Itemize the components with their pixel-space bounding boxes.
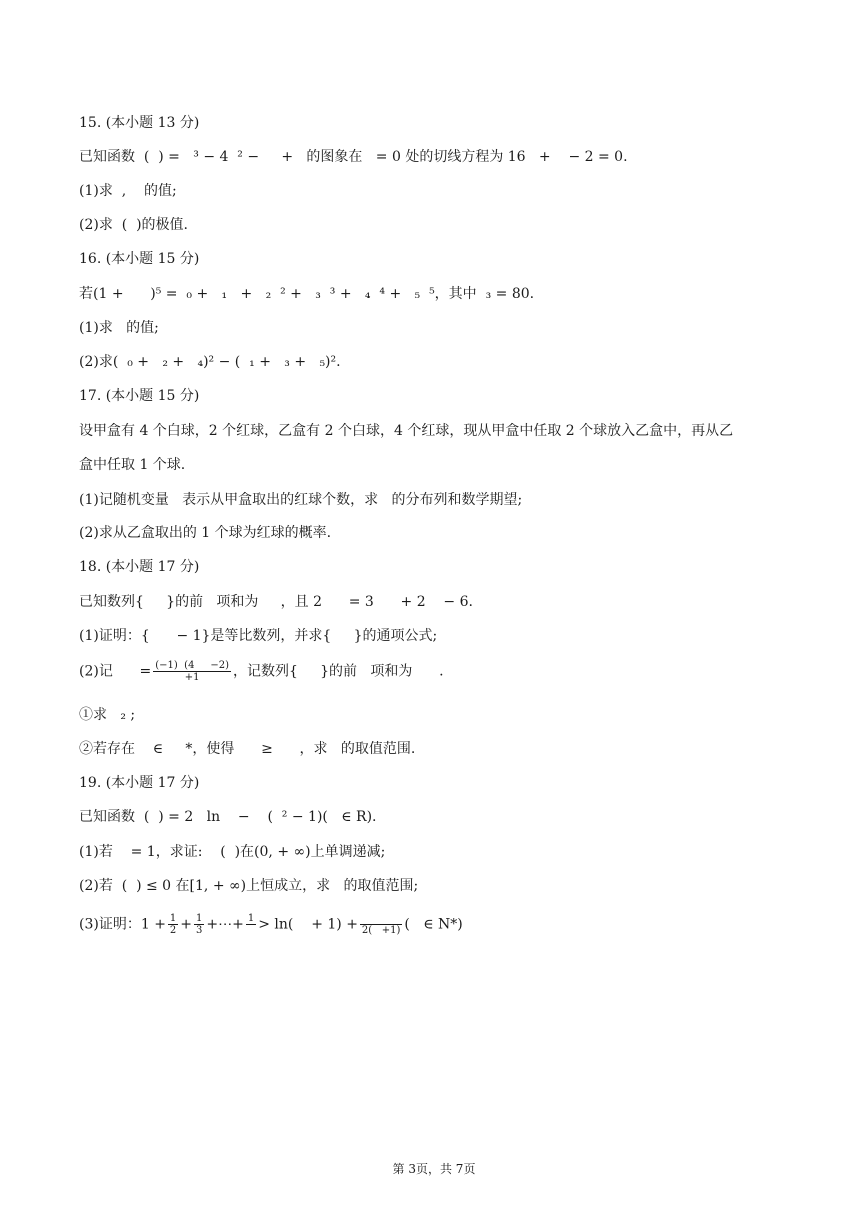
fraction-numerator: 1 (196, 913, 203, 924)
problem-19-part-3 (79, 913, 808, 936)
problem-19-part-3-lead: (3)证明：1 + (79, 916, 166, 933)
problem-15-part-2: (2)求 ( )的极值. (79, 217, 189, 233)
problem-17-part-1: (1)记随机变量 表示从甲盒取出的红球个数，求 的分布列和数学期望; (79, 492, 523, 508)
problem-17-statement-line-2: 盒中任取 1 个球. (79, 457, 186, 473)
problem-18-statement: 已知数列{ }的前 项和为 ，且 2 = 3 + 2 − 6. (79, 594, 473, 610)
page-footer: 第 3页，共 7页 (392, 1162, 476, 1176)
fraction-remainder (360, 913, 402, 936)
problem-16-part-1: (1)求 的值; (79, 320, 159, 336)
problem-17-part-2: (2)求从乙盒取出的 1 个球为红球的概率. (79, 525, 332, 541)
fraction-one-half (168, 913, 178, 936)
problem-19-statement: 已知函数 ( ) = 2 ln − ( ² − 1)( ∈ R). (79, 809, 377, 825)
problem-19-part-2: (2)若 ( ) ≤ 0 在[1, + ∞)上恒成立，求 的取值范围; (79, 878, 419, 894)
problem-18-fraction (153, 660, 231, 683)
fraction-denominator: 2( +1) (361, 925, 401, 936)
fraction-one-third (194, 913, 204, 936)
problem-18-part-2 (79, 660, 808, 683)
fraction-numerator: 1 (247, 913, 255, 924)
problem-16-part-2: (2)求( ₀ + ₂ + ₄)² − ( ₁ + ₃ + ₅)². (79, 354, 341, 370)
problem-19-heading: 19. (本小题 17 分) (79, 775, 200, 791)
problem-15-heading: 15. (本小题 13 分) (79, 115, 200, 131)
problem-15-part-1: (1)求 , 的值; (79, 183, 177, 199)
problem-18-part-2-lead: (2)记 = (79, 663, 152, 680)
problem-17-heading: 17. (本小题 15 分) (79, 388, 200, 404)
fraction-numerator: (−1) (4 −2) (155, 660, 229, 671)
fraction-denominator: 2 (169, 925, 177, 936)
fraction-numerator: 1 (169, 913, 177, 924)
problem-15-statement: 已知函数 ( ) = ³ − 4 ² − + 的图象在 = 0 处的切线方程为 16 + − 2 = 0. (79, 149, 628, 165)
fraction-numerator (360, 913, 402, 925)
problem-18-part-1: (1)证明：{ − 1}是等比数列，并求{ }的通项公式; (79, 628, 438, 644)
problem-18-part-2-tail: ，记数列{ }的前 项和为 . (232, 663, 444, 680)
plus-operator: + (180, 916, 193, 933)
inequality-middle: > ln( + 1) + (258, 916, 358, 933)
problem-19-part-1: (1)若 = 1，求证: ( )在(0, + ∞)上单调递减; (79, 844, 386, 860)
ellipsis-operator: +⋯+ (206, 916, 244, 933)
fraction-denominator: +1 (184, 672, 200, 683)
problem-16-statement: 若(1 + )⁵ = ₀ + ₁ + ₂ ² + ₃ ³ + ₄ ⁴ + ₅ ⁵，其中 ₃ = 80. (79, 286, 535, 302)
problem-16-heading: 16. (本小题 15 分) (79, 251, 200, 267)
inequality-tail: ( ∈ N*) (404, 916, 463, 933)
problem-17-statement-line-1: 设甲盒有 4 个白球，2 个红球，乙盒有 2 个白球，4 个红球，现从甲盒中任取 2 个球放入乙盒中，再从乙 (79, 423, 734, 439)
fraction-denominator (246, 925, 256, 936)
problem-18-heading: 18. (本小题 17 分) (79, 559, 200, 575)
fraction-denominator: 3 (196, 925, 203, 936)
problem-18-part-2-sub-1: ①求 ₂ ; (79, 707, 136, 723)
problem-18-part-2-sub-2: ②若存在 ∈ *，使得 ≥ ，求 的取值范围. (79, 741, 416, 757)
fraction-one-over-n (246, 913, 256, 936)
